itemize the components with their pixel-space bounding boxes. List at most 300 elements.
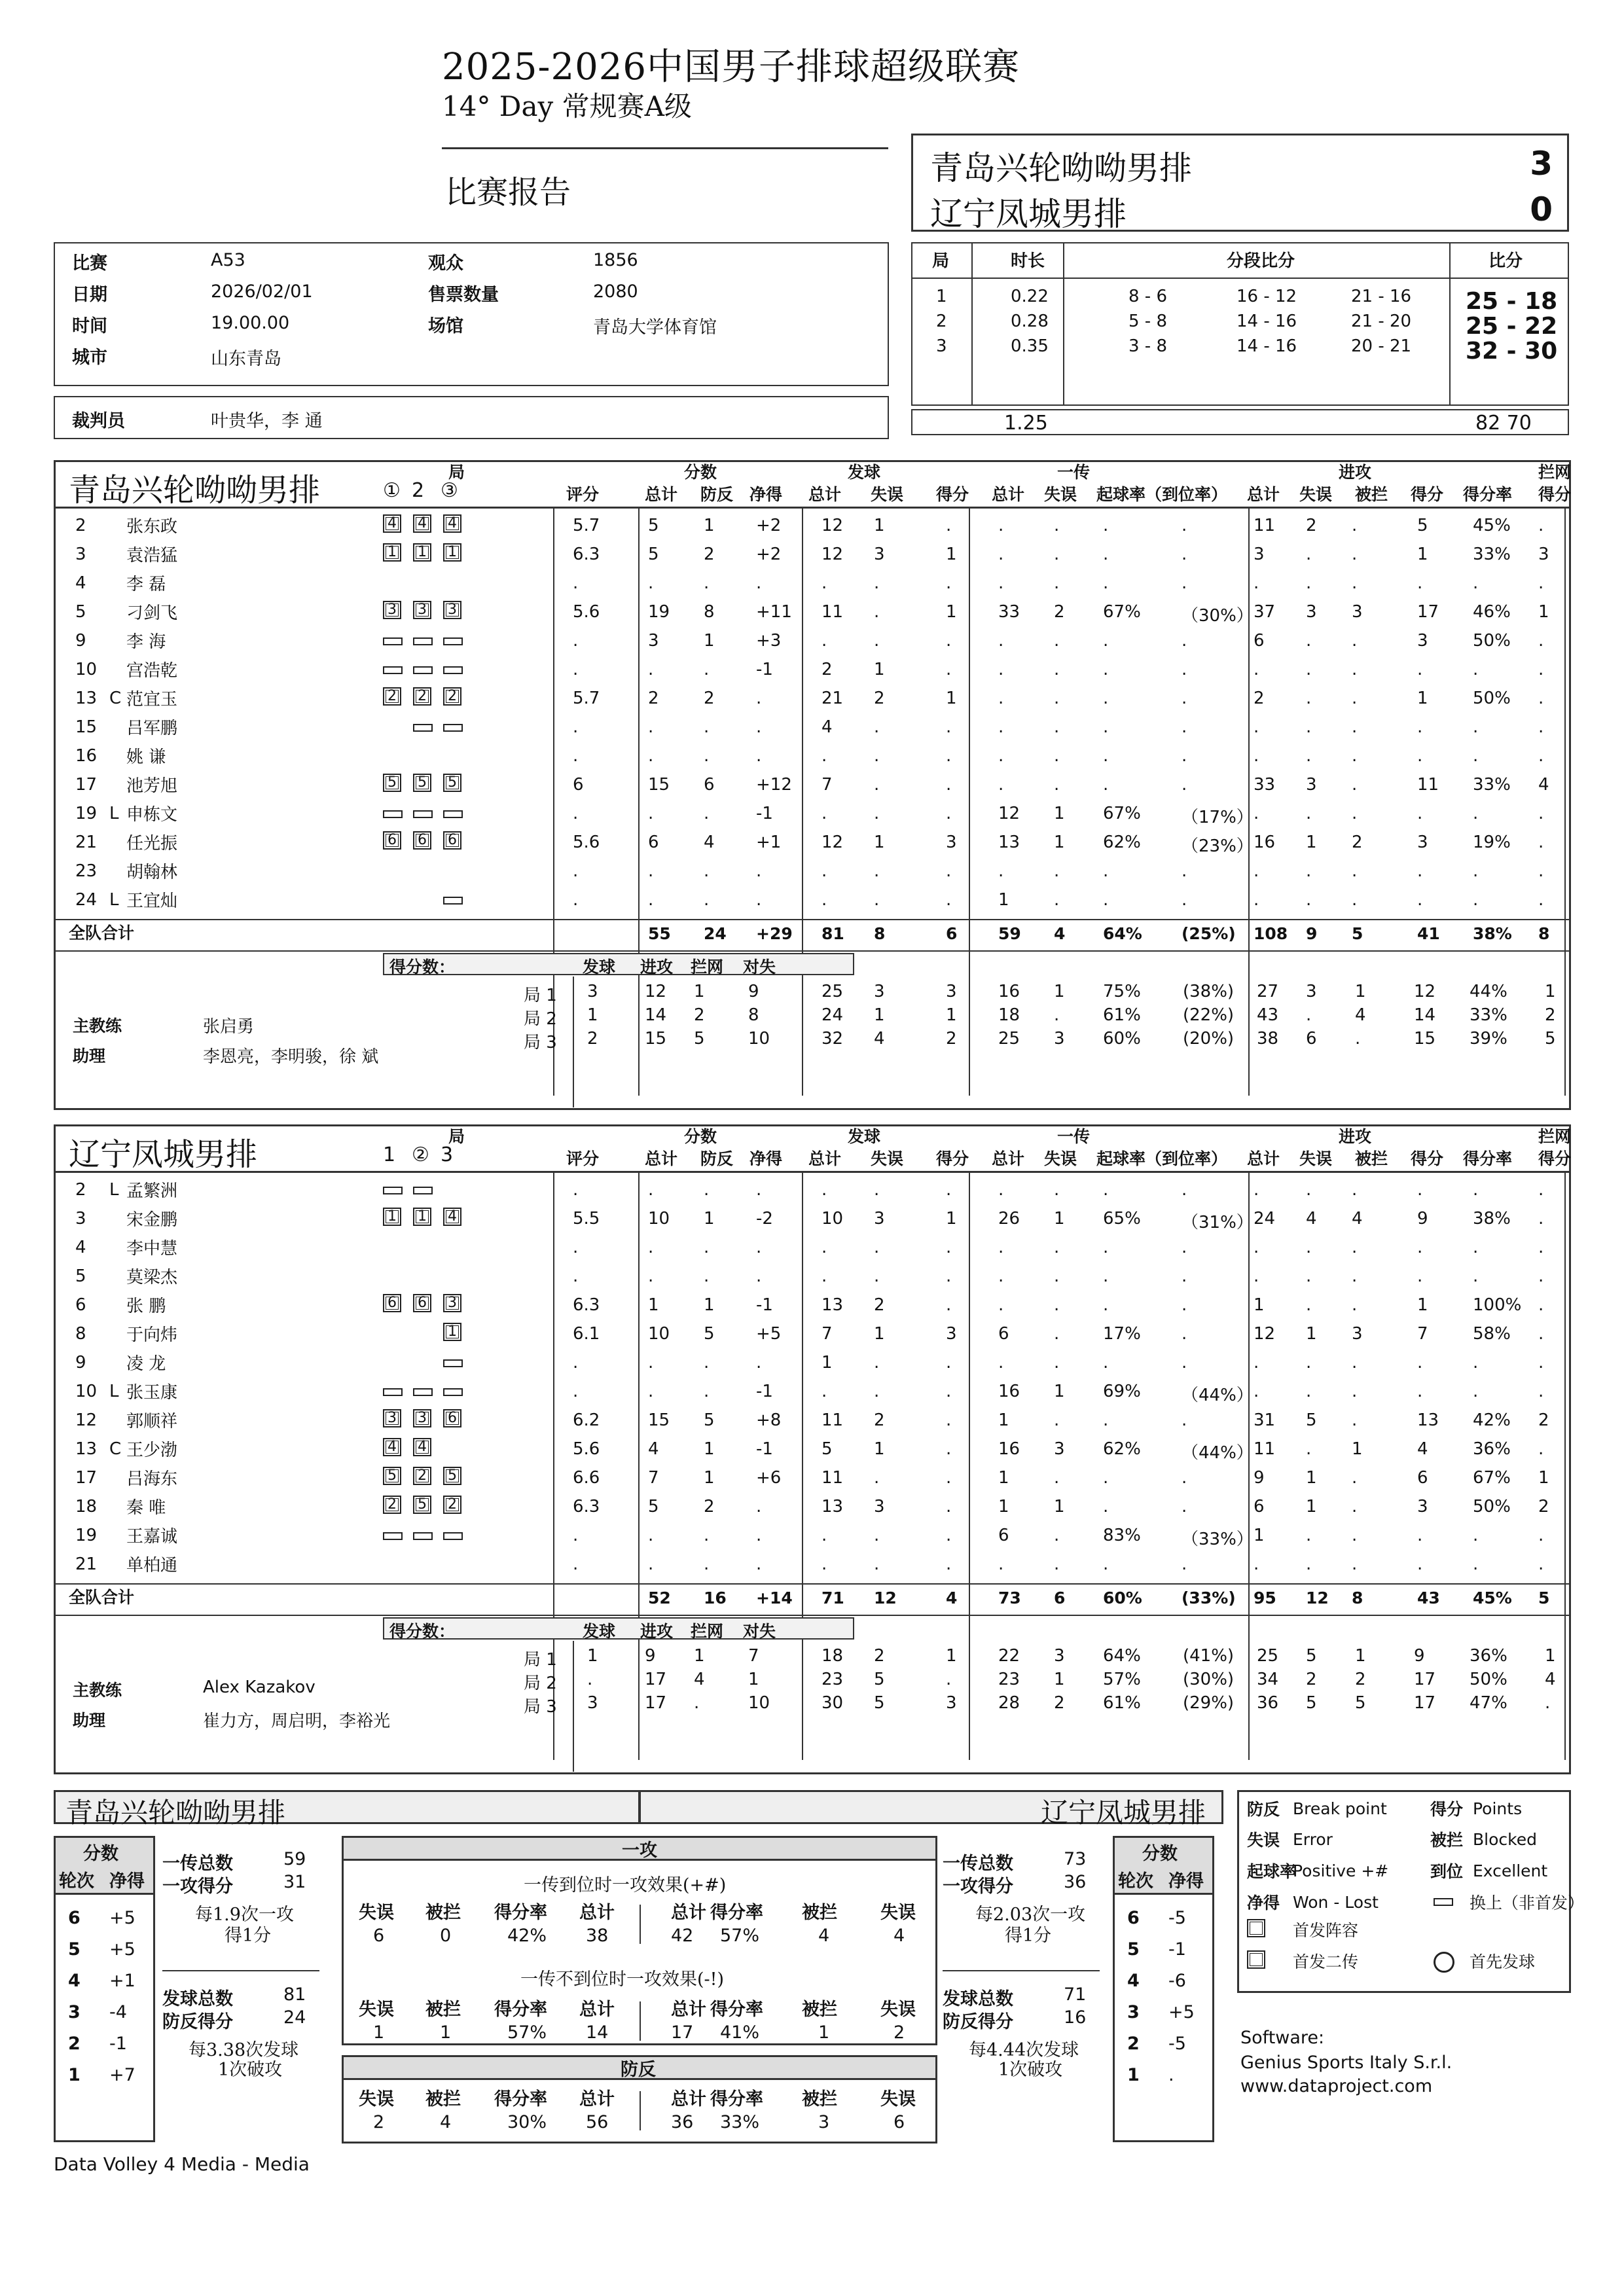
- lineup-position: 3: [413, 601, 431, 619]
- stat-cell: -1: [756, 1439, 773, 1459]
- column-header-att_pts: 得分: [1411, 1149, 1444, 1168]
- stat-cell: .: [573, 1353, 579, 1372]
- per-set-cell: 23: [998, 1670, 1020, 1689]
- rotation-net: -6: [1168, 1971, 1186, 1991]
- break-point-label: 防反得分: [162, 2012, 233, 2032]
- stat-cell: .: [1054, 689, 1060, 708]
- stat-cell: .: [1538, 890, 1544, 910]
- stat-cell: 12: [821, 516, 844, 535]
- stat-cell: 5.6: [573, 833, 600, 852]
- legend-desc: Blocked: [1473, 1830, 1537, 1849]
- first-attack-value: 36: [1064, 1872, 1087, 1892]
- stat-cell: 16: [1254, 833, 1276, 852]
- serve-total-value: 71: [1064, 1984, 1087, 2005]
- player-number: 12: [75, 1410, 98, 1430]
- stat-cell: .: [874, 890, 880, 910]
- stat-cell: 4: [1538, 775, 1549, 795]
- stat-cell: .: [704, 890, 710, 910]
- legend-key: 起球率: [1247, 1862, 1297, 1881]
- total-cell: 38%: [1473, 924, 1512, 943]
- per-set-label: 局 1: [524, 1650, 557, 1670]
- stat-cell: 6.3: [573, 1295, 600, 1315]
- stat-cell: .: [1182, 1410, 1187, 1430]
- stat-cell: .: [821, 804, 827, 823]
- total-cell: 59: [998, 924, 1021, 943]
- legend-desc: 首先发球: [1470, 1952, 1536, 1971]
- stat-header: 失误: [359, 1903, 394, 1923]
- per-set-cell: 3: [587, 982, 598, 1001]
- stat-cell: 1: [704, 1439, 715, 1459]
- stat-cell: .: [1254, 861, 1259, 881]
- center-divider: [640, 2001, 641, 2041]
- lineup-position: 4: [443, 514, 461, 533]
- home-sets-won: 3: [1530, 145, 1553, 183]
- stat-cell: .: [1352, 1468, 1358, 1488]
- stat-cell: .: [648, 717, 654, 737]
- stat-cell: （44%）: [1182, 1443, 1254, 1463]
- home-stats-table: [54, 460, 1571, 1110]
- stat-header: 得分率: [494, 2000, 547, 2020]
- stat-cell: .: [648, 861, 654, 881]
- lineup-position: 6: [413, 1294, 431, 1312]
- stat-cell: .: [1182, 689, 1187, 708]
- per-set-cell: 3: [1054, 1029, 1065, 1049]
- stat-cell: .: [1254, 1554, 1259, 1574]
- player-name: 吕海东: [126, 1469, 178, 1489]
- player-number: 23: [75, 861, 98, 881]
- rotation-col: 轮次: [1118, 1871, 1153, 1892]
- stat-cell: .: [874, 717, 880, 737]
- software-url: www.dataproject.com: [1240, 2076, 1433, 2096]
- stat-cell: .: [1352, 1238, 1358, 1257]
- stat-cell: .: [648, 660, 654, 679]
- stat-cell: .: [1054, 1238, 1060, 1257]
- stat-cell: .: [1417, 1526, 1423, 1545]
- per-set-cell: 1: [748, 1670, 759, 1689]
- stat-cell: .: [946, 775, 952, 795]
- column-header-att_err: 失误: [1299, 1149, 1333, 1168]
- player-name: 姚 谦: [126, 747, 166, 767]
- stat-cell: 3: [946, 1324, 957, 1344]
- first-attack-value: 31: [283, 1872, 306, 1892]
- stat-cell: .: [1103, 1180, 1109, 1200]
- stat-cell: .: [1538, 1180, 1544, 1200]
- per-set-label: 局 3: [524, 1033, 557, 1052]
- column-group-g_att: 进攻: [1339, 1127, 1372, 1146]
- per-set-cell: 28: [998, 1693, 1020, 1713]
- total-cell: 81: [821, 924, 844, 943]
- software-label: Software:: [1240, 2028, 1325, 2048]
- stat-cell: 5: [648, 516, 659, 535]
- per-set-cell: 32: [821, 1029, 844, 1049]
- column-header-att_blk: 被拦: [1355, 485, 1388, 504]
- stat-cell: 1: [1306, 1324, 1317, 1344]
- total-cell: +29: [756, 924, 793, 943]
- stat-cell: （44%）: [1182, 1386, 1254, 1405]
- legend-desc: 换上（非首发）: [1470, 1893, 1585, 1912]
- total-label: 全队合计: [69, 924, 135, 942]
- set-final-score: 32 - 30: [1466, 338, 1558, 365]
- stat-cell: 12: [821, 545, 844, 564]
- stat-cell: .: [704, 1382, 710, 1401]
- stat-cell: .: [1538, 861, 1544, 881]
- legend-desc: Break point: [1293, 1799, 1387, 1818]
- stat-cell: +2: [756, 545, 782, 564]
- stat-cell: 10: [648, 1324, 670, 1344]
- stat-cell: 3: [648, 631, 659, 651]
- stat-cell: .: [1417, 804, 1423, 823]
- stat-cell: .: [1182, 1497, 1187, 1516]
- stat-cell: 11: [821, 1410, 844, 1430]
- stat-cell: 50%: [1473, 1497, 1511, 1516]
- per-set-cell: 1: [874, 1005, 885, 1025]
- stat-cell: .: [874, 573, 880, 593]
- receptions-total-label: 一传总数: [162, 1854, 233, 1874]
- column-header-att_tot: 总计: [1247, 1149, 1280, 1168]
- stat-cell: .: [1254, 1266, 1259, 1286]
- total-cell: 24: [704, 924, 727, 943]
- stat-cell: .: [946, 573, 952, 593]
- stat-cell: .: [704, 1554, 710, 1574]
- stat-cell: .: [821, 890, 827, 910]
- set-group-label: 局: [448, 1127, 465, 1146]
- per-set-cell: 10: [748, 1029, 770, 1049]
- stat-cell: 1: [704, 1295, 715, 1315]
- per-set-cell: 18: [821, 1646, 844, 1666]
- column-group-g_blk: 拦网: [1538, 1127, 1572, 1146]
- stat-cell: .: [1352, 660, 1358, 679]
- stat-value: 33%: [720, 2112, 760, 2132]
- stat-cell: .: [998, 1353, 1004, 1372]
- stat-cell: 12: [821, 833, 844, 852]
- per-set-cell: 50%: [1470, 1670, 1507, 1689]
- stat-cell: .: [1417, 1238, 1423, 1257]
- substitute-marker: [383, 1532, 403, 1540]
- stat-cell: .: [573, 890, 579, 910]
- stat-cell: .: [874, 775, 880, 795]
- stat-cell: 50%: [1473, 689, 1511, 708]
- stat-cell: .: [1473, 890, 1479, 910]
- stat-cell: .: [1103, 545, 1109, 564]
- receptions-total-value: 59: [283, 1849, 306, 1869]
- player-role: L: [109, 804, 119, 823]
- per-set-cell: 43: [1257, 1005, 1279, 1025]
- legend-key: 被拦: [1430, 1831, 1464, 1850]
- stat-cell: 16: [998, 1439, 1020, 1459]
- stat-cell: 65%: [1103, 1209, 1141, 1229]
- lineup-position: 6: [383, 831, 401, 850]
- player-name: 宋金鹏: [126, 1210, 178, 1230]
- player-name: 刁剑飞: [126, 603, 178, 623]
- stat-cell: .: [1417, 746, 1423, 766]
- stat-value: 2: [893, 2022, 905, 2043]
- receptions-total-label: 一传总数: [943, 1854, 1013, 1874]
- rotation-col: 净得: [1168, 1871, 1204, 1892]
- score-label: 得分数：: [389, 1622, 456, 1641]
- column-divider: [1248, 1171, 1250, 1760]
- stat-cell: 3: [1352, 602, 1363, 622]
- stat-cell: .: [1306, 573, 1312, 593]
- serve-total-label: 发球总数: [943, 1989, 1013, 2009]
- stat-cell: .: [998, 1180, 1004, 1200]
- lineup-position: 4: [413, 1438, 431, 1456]
- stat-cell: 12: [998, 804, 1020, 823]
- stat-cell: .: [1103, 717, 1109, 737]
- rotation-number: 2: [1127, 2034, 1140, 2054]
- stat-cell: 33: [1254, 775, 1276, 795]
- total-cell: 73: [998, 1588, 1021, 1607]
- set-final-score: 25 - 22: [1466, 313, 1558, 340]
- substitute-marker: [443, 810, 463, 818]
- stat-cell: .: [648, 1238, 654, 1257]
- stat-cell: 67%: [1103, 804, 1141, 823]
- assistant-names: 崔力方，周启明，李裕光: [203, 1712, 391, 1731]
- stat-cell: .: [1538, 631, 1544, 651]
- substitute-marker: [443, 1388, 463, 1396]
- per-set-cell: 17: [1414, 1693, 1436, 1713]
- stat-cell: 1: [998, 890, 1009, 910]
- stat-value: 36: [671, 2112, 694, 2132]
- stat-cell: .: [1352, 1497, 1358, 1516]
- per-set-cell: 14: [1414, 1005, 1436, 1025]
- per-set-cell: 25: [821, 982, 844, 1001]
- lineup-position: 1: [413, 543, 431, 562]
- referee-box: [54, 396, 889, 439]
- stat-cell: .: [1352, 631, 1358, 651]
- match-label: 比赛: [72, 253, 107, 274]
- stat-cell: 33%: [1473, 775, 1511, 795]
- stat-cell: 62%: [1103, 1439, 1141, 1459]
- stat-cell: +11: [756, 602, 792, 622]
- stat-cell: 1: [998, 1410, 1009, 1430]
- per-set-cell: 47%: [1470, 1693, 1507, 1713]
- stat-cell: 1: [998, 1497, 1009, 1516]
- stat-cell: .: [946, 1353, 952, 1372]
- stat-cell: .: [1352, 573, 1358, 593]
- stat-header: 得分率: [710, 2089, 763, 2109]
- column-divider: [1248, 507, 1250, 1096]
- stat-cell: .: [648, 1554, 654, 1574]
- player-name: 范宜玉: [126, 690, 178, 709]
- stat-cell: .: [648, 804, 654, 823]
- column-header-blk_pts: 得分: [1538, 485, 1572, 504]
- stat-cell: 15: [648, 775, 670, 795]
- per-set-cell: 5: [874, 1693, 885, 1713]
- stat-cell: .: [1182, 545, 1187, 564]
- stat-cell: 1: [1054, 833, 1065, 852]
- per-set-cell: 61%: [1103, 1693, 1141, 1713]
- stat-cell: .: [756, 1180, 762, 1200]
- match-value: A53: [211, 250, 245, 270]
- lineup-position: 2: [383, 1496, 401, 1514]
- stat-cell: 13: [998, 833, 1020, 852]
- stat-cell: .: [1306, 660, 1312, 679]
- substitute-marker: [443, 666, 463, 674]
- column-header-net: 净得: [749, 485, 783, 504]
- player-number: 6: [75, 1295, 86, 1315]
- stat-cell: .: [1054, 746, 1060, 766]
- per-set-cell: 1: [694, 1646, 705, 1666]
- away-stats-table: [54, 1124, 1571, 1774]
- stat-cell: 5.5: [573, 1209, 600, 1229]
- per-set-cell: 3: [1306, 982, 1317, 1001]
- stat-cell: .: [946, 1497, 952, 1516]
- stat-cell: 6.3: [573, 545, 600, 564]
- stat-cell: .: [1103, 1295, 1109, 1315]
- header-divider: [56, 1171, 1569, 1173]
- stat-value: 41%: [720, 2022, 760, 2043]
- first-attack-note: 得1分: [225, 1926, 272, 1946]
- score-type-header: 对失: [743, 1622, 776, 1641]
- stat-cell: .: [1254, 1353, 1259, 1372]
- stat-value: 57%: [507, 2022, 547, 2043]
- stat-cell: .: [1103, 660, 1109, 679]
- substitute-marker: [383, 810, 403, 818]
- stat-cell: .: [1473, 1353, 1479, 1372]
- tickets-value: 2080: [593, 281, 638, 302]
- stat-value: 4: [818, 1926, 830, 1946]
- per-set-cell: (22%): [1183, 1005, 1235, 1025]
- first-attack-label: 一攻得分: [162, 1876, 233, 1897]
- per-set-cell: 17: [645, 1693, 667, 1713]
- per-set-cell: 10: [748, 1693, 770, 1713]
- column-header-rec_tot: 总计: [992, 485, 1025, 504]
- stat-cell: 1: [946, 689, 957, 708]
- stat-cell: 2: [1352, 833, 1363, 852]
- column-header-rating: 评分: [566, 1149, 600, 1168]
- stat-cell: .: [704, 1180, 710, 1200]
- per-set-cell: 9: [748, 982, 759, 1001]
- stat-cell: .: [874, 746, 880, 766]
- stat-cell: .: [573, 746, 579, 766]
- total-cell: 8: [874, 924, 886, 943]
- stat-cell: .: [1306, 1382, 1312, 1401]
- stat-cell: .: [704, 717, 710, 737]
- per-set-cell: (38%): [1183, 982, 1235, 1001]
- stat-header: 总计: [671, 1903, 706, 1923]
- stat-cell: .: [756, 689, 762, 708]
- date-label: 日期: [72, 285, 107, 305]
- column-header-srv_pts: 得分: [936, 1149, 969, 1168]
- stat-header: 得分率: [710, 2000, 763, 2020]
- stat-cell: 12: [1254, 1324, 1276, 1344]
- column-header-rec_pos: 起球率（到位率）: [1096, 1149, 1228, 1168]
- stat-cell: .: [1352, 1554, 1358, 1574]
- negative-caption: 一传不到位时一攻效果(-!): [520, 1969, 725, 1990]
- stat-cell: .: [998, 746, 1004, 766]
- per-set-cell: .: [587, 1670, 593, 1689]
- stat-cell: .: [1182, 1554, 1187, 1574]
- teams-box: [911, 134, 1569, 232]
- stat-cell: 3: [1538, 545, 1549, 564]
- stat-cell: .: [1352, 689, 1358, 708]
- stat-cell: .: [1538, 660, 1544, 679]
- player-number: 10: [75, 1382, 98, 1401]
- player-number: 17: [75, 1468, 98, 1488]
- stat-cell: .: [756, 890, 762, 910]
- stat-cell: .: [1054, 1180, 1060, 1200]
- stat-cell: .: [946, 631, 952, 651]
- stat-cell: .: [1182, 660, 1187, 679]
- lineup-position: 5: [383, 774, 401, 792]
- total-cell: (25%): [1182, 924, 1236, 943]
- serve-total-value: 81: [283, 1984, 306, 2005]
- stat-cell: .: [573, 1526, 579, 1545]
- substitute-marker: [383, 637, 403, 645]
- per-set-cell: 1: [1054, 982, 1065, 1001]
- lineup-position: 2: [443, 1496, 461, 1514]
- total-duration: 1.25: [1004, 412, 1048, 435]
- per-set-cell: 1: [1355, 982, 1366, 1001]
- lineup-position: 2: [413, 687, 431, 706]
- page-title: 2025-2026中国男子排球超级联赛: [442, 46, 1020, 88]
- per-set-cell: .: [694, 1693, 700, 1713]
- lineup-position: 1: [443, 1323, 461, 1341]
- set-indicator: 1: [383, 1143, 396, 1166]
- stat-value: 3: [818, 2112, 830, 2132]
- stat-cell: 13: [1417, 1410, 1439, 1430]
- per-set-cell: 61%: [1103, 1005, 1141, 1025]
- set-cell: 0.28: [1011, 312, 1049, 331]
- stat-cell: .: [1417, 861, 1423, 881]
- player-name: 池芳旭: [126, 776, 178, 796]
- column-divider: [1564, 507, 1566, 1096]
- stat-cell: 100%: [1473, 1295, 1522, 1315]
- stat-cell: .: [1352, 1180, 1358, 1200]
- rotation-net: +5: [109, 1908, 135, 1928]
- stat-cell: .: [1103, 1497, 1109, 1516]
- score-type-header: 对失: [743, 958, 776, 977]
- stat-cell: 1: [1254, 1526, 1265, 1545]
- stat-cell: 19: [648, 602, 670, 622]
- per-set-cell: 60%: [1103, 1029, 1141, 1049]
- stat-cell: .: [1538, 717, 1544, 737]
- stat-cell: .: [1103, 1554, 1109, 1574]
- per-set-cell: .: [1306, 1005, 1312, 1025]
- stat-cell: .: [1054, 1526, 1060, 1545]
- stat-cell: .: [946, 1382, 952, 1401]
- rotation-number: 4: [1127, 1971, 1140, 1991]
- total-cell: 108: [1254, 924, 1288, 943]
- stat-cell: .: [1306, 861, 1312, 881]
- audience-label: 观众: [428, 253, 463, 274]
- per-set-cell: 57%: [1103, 1670, 1141, 1689]
- rotation-col: 轮次: [59, 1871, 94, 1892]
- substitute-marker: [413, 666, 433, 674]
- rotation-number: 6: [68, 1908, 81, 1928]
- away-sets-won: 0: [1530, 190, 1553, 228]
- column-header-bp: 防反: [700, 1149, 734, 1168]
- rotation-net: .: [1168, 2065, 1174, 2085]
- stat-cell: -1: [756, 804, 773, 823]
- stat-cell: 1: [998, 1468, 1009, 1488]
- stat-cell: .: [1306, 717, 1312, 737]
- lineup-position: 3: [383, 601, 401, 619]
- partial-col-header: 分段比分: [1227, 251, 1295, 271]
- total-cell: 43: [1417, 1588, 1440, 1607]
- per-set-cell: 34: [1257, 1670, 1279, 1689]
- page-subtitle: 14° Day 常规赛A级: [442, 90, 692, 122]
- stat-value: 2: [373, 2112, 385, 2132]
- stat-cell: .: [998, 516, 1004, 535]
- stat-cell: 3: [1352, 1324, 1363, 1344]
- substitute-marker: [383, 1187, 403, 1194]
- score-type-header: 拦网: [691, 958, 724, 977]
- stat-cell: .: [1352, 1353, 1358, 1372]
- stat-cell: .: [1103, 746, 1109, 766]
- substitute-marker: [383, 666, 403, 674]
- stat-cell: 7: [821, 775, 833, 795]
